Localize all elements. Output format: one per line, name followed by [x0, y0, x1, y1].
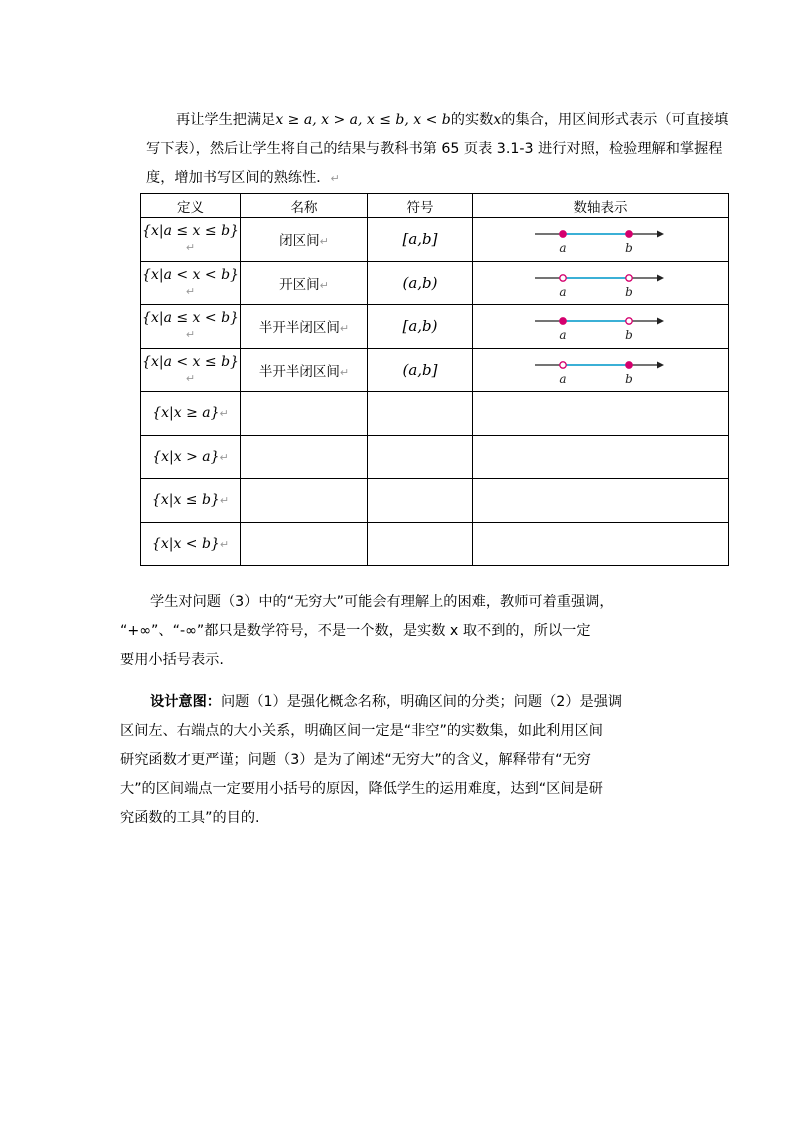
return-mark: ↵: [339, 322, 350, 336]
design-line-5: 究函数的工具”的目的.: [120, 810, 260, 826]
set-notation: {x|a ≤ x ≤ b}: [142, 223, 239, 240]
interval-symbol: (a,b): [402, 273, 438, 292]
header-definition: 定义: [141, 194, 241, 218]
return-mark: ↵: [330, 172, 340, 185]
cell-name: [241, 261, 368, 305]
interval-table: [140, 193, 729, 566]
cell-number-line: [473, 392, 729, 436]
design-line-4: 大”的区间端点一定要用小括号的原因，降低学生的运用难度，达到“区间是研: [120, 781, 603, 797]
table-row: [141, 348, 729, 392]
right-endpoint-closed: [625, 231, 631, 237]
set-notation: {x|a < x < b}: [142, 266, 239, 283]
axis-arrow-icon: [657, 318, 664, 325]
number-line: [531, 307, 671, 345]
return-mark: ↵: [339, 365, 350, 379]
intro-text-a: 再让学生把满足: [176, 112, 276, 128]
cell-name: [241, 392, 368, 436]
cell-definition: [141, 479, 241, 523]
cell-symbol: [368, 305, 473, 349]
axis-label-a: a: [558, 241, 567, 256]
interval-symbol: [a,b): [402, 317, 438, 336]
cell-number-line: [473, 348, 729, 392]
return-mark: ↵: [185, 241, 196, 255]
table-row: [141, 305, 729, 349]
axis-arrow-icon: [657, 274, 664, 281]
axis-label-a: a: [558, 371, 567, 386]
left-endpoint-open: [559, 362, 565, 368]
cell-definition: [141, 218, 241, 262]
left-endpoint-closed: [559, 231, 565, 237]
axis-label-b: b: [624, 328, 633, 343]
design-line-1: [120, 688, 720, 717]
interval-symbol: (a,b]: [402, 360, 438, 379]
interval-symbol: [a,b]: [402, 230, 438, 249]
cell-symbol: [368, 218, 473, 262]
design-line-2: 区间左、右端点的大小关系，明确区间一定是“非空”的实数集，如此利用区间: [120, 723, 603, 739]
cell-name: [241, 435, 368, 479]
return-mark: ↵: [219, 494, 230, 508]
intro-paragraph: [146, 106, 736, 193]
cell-name: [241, 479, 368, 523]
right-endpoint-open: [625, 275, 631, 281]
table-row: [141, 522, 729, 566]
number-line: [531, 220, 671, 258]
note-line-1: 学生对问题（3）中的“无穷大”可能会有理解上的困难，教师可着重强调，: [150, 594, 614, 610]
cell-definition: [141, 522, 241, 566]
return-mark: ↵: [219, 407, 229, 421]
axis-label-b: b: [624, 371, 633, 386]
axis-arrow-icon: [657, 231, 664, 238]
design-line-1-text: 问题（1）是强化概念名称，明确区间的分类；问题（2）是强调: [220, 694, 623, 710]
table-row: [141, 261, 729, 305]
right-endpoint-open: [625, 318, 631, 324]
set-notation: {x|x ≥ a}: [152, 405, 220, 422]
intro-text-c: 的集合，用区间形式表示（可直接填: [501, 112, 729, 128]
cell-symbol: [368, 392, 473, 436]
cell-definition: [141, 392, 241, 436]
interval-name: 半开半闭区间: [258, 320, 340, 337]
return-mark: ↵: [185, 371, 196, 385]
interval-name: 半开半闭区间: [258, 363, 340, 380]
set-notation: {x|a ≤ x < b}: [142, 310, 239, 327]
cell-symbol: [368, 348, 473, 392]
intro-line-3: [146, 164, 736, 193]
cell-number-line: [473, 435, 729, 479]
left-endpoint-closed: [559, 318, 565, 324]
axis-label-b: b: [624, 241, 633, 256]
axis-arrow-icon: [657, 361, 664, 368]
table-header-row: [141, 194, 729, 218]
number-line: [531, 264, 671, 302]
set-notation: {x|x ≤ b}: [151, 492, 220, 509]
intro-math-x: x: [493, 112, 502, 128]
cell-name: [241, 348, 368, 392]
cell-definition: [141, 261, 241, 305]
intro-line-3-text: 度，增加书写区间的熟练性．: [146, 170, 331, 186]
header-number-line: 数轴表示: [473, 194, 729, 218]
cell-name: [241, 218, 368, 262]
cell-definition: [141, 305, 241, 349]
cell-symbol: [368, 522, 473, 566]
header-name: 名称: [241, 194, 368, 218]
cell-number-line: [473, 305, 729, 349]
cell-definition: [141, 348, 241, 392]
return-mark: ↵: [219, 537, 230, 551]
note-line-2: “+∞”、“-∞”都只是数学符号，不是一个数，是实数 x 取不到的，所以一定: [120, 623, 591, 639]
return-mark: ↵: [319, 235, 329, 249]
table-row: [141, 392, 729, 436]
note-line-3: 要用小括号表示.: [120, 652, 224, 668]
intro-text-b: 的实数: [450, 112, 494, 128]
cell-number-line: [473, 218, 729, 262]
intro-line-2: 写下表），然后让学生将自己的结果与教科书第 65 页表 3.1-3 进行对照，检验理解和掌握程: [146, 141, 723, 157]
cell-definition: [141, 435, 241, 479]
cell-number-line: [473, 261, 729, 305]
set-notation: {x|x < b}: [151, 535, 220, 552]
return-mark: ↵: [185, 284, 196, 298]
axis-label-b: b: [624, 284, 633, 299]
header-symbol: 符号: [368, 194, 473, 218]
left-endpoint-open: [559, 275, 565, 281]
set-notation: {x|x > a}: [152, 448, 220, 465]
return-mark: ↵: [319, 278, 329, 292]
axis-label-a: a: [558, 328, 567, 343]
cell-symbol: [368, 479, 473, 523]
table-row: [141, 435, 729, 479]
intro-math-conditions: x ≥ a, x > a, x ≤ b, x < b: [275, 112, 451, 128]
cell-number-line: [473, 522, 729, 566]
interval-name: 开区间: [279, 276, 320, 293]
design-label: 设计意图：: [150, 694, 221, 710]
number-line: [531, 351, 671, 389]
design-intent-paragraph: [120, 688, 720, 833]
cell-number-line: [473, 479, 729, 523]
right-endpoint-closed: [625, 362, 631, 368]
interval-name: 闭区间: [279, 233, 320, 250]
cell-name: [241, 305, 368, 349]
cell-symbol: [368, 435, 473, 479]
cell-symbol: [368, 261, 473, 305]
table-row: [141, 479, 729, 523]
table-row: [141, 218, 729, 262]
return-mark: ↵: [185, 328, 196, 342]
design-line-3: 研究函数才更严谨；问题（3）是为了阐述“无穷大”的含义，解释带有“无穷: [120, 752, 591, 768]
set-notation: {x|a < x ≤ b}: [142, 353, 239, 370]
return-mark: ↵: [219, 450, 229, 464]
cell-name: [241, 522, 368, 566]
note-paragraph: [120, 588, 720, 675]
axis-label-a: a: [558, 284, 567, 299]
intro-line-1: [146, 106, 736, 135]
